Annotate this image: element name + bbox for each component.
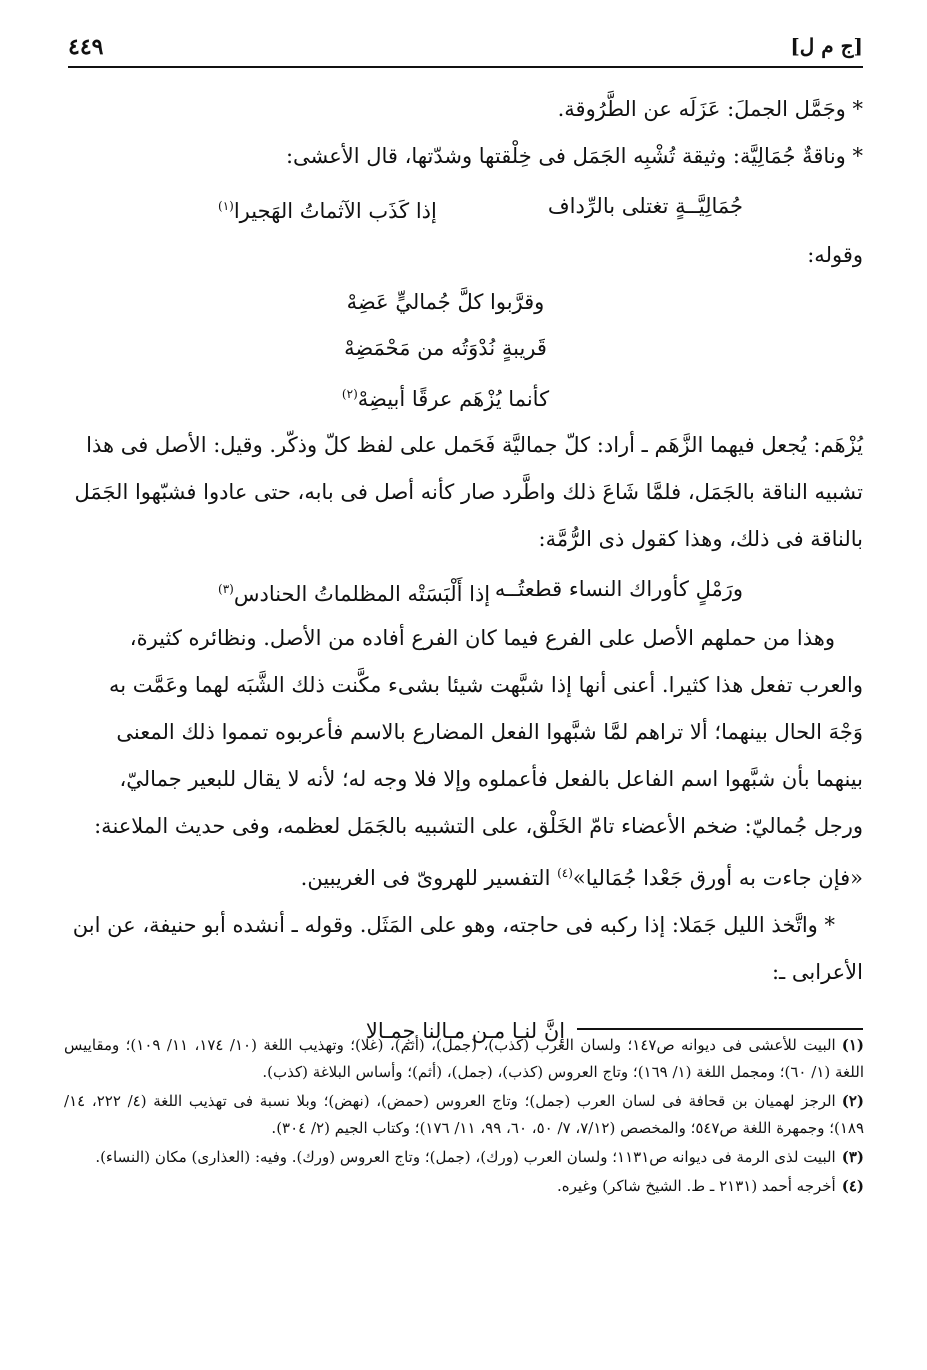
entry-paragraph: * وناقةٌ جُمَالِيَّة: وثيقة تُشْبِه الجَمَل فى خِلْقتها وشدّتها، قال الأعشى: bbox=[285, 144, 863, 168]
footnote bbox=[64, 1144, 864, 1171]
entry-paragraph: * واتَّخذ الليل جَمَلا: إذا ركبه فى حاجته، وهو على المَثَل. وقوله ـ أنشده أبو حنيفة، عن ابن الأعرابى ـ: bbox=[72, 913, 863, 984]
footnote-ref: (٣) bbox=[218, 582, 234, 596]
footnote bbox=[64, 1032, 864, 1086]
page-header bbox=[68, 30, 863, 68]
page-number: ٤٤٩ bbox=[68, 34, 104, 60]
footnote-text: البيت للأعشى فى ديوانه ص١٤٧؛ ولسان العرب (كذب)، (جمل)، (أثم)، (غلا)؛ وتهذيب اللغة (١٠/ ١٧٤، ١١/ ١٠٩)؛ ومقاييس اللغة (١/ ٦٠)؛ ومجمل اللغة (١/ ١٦٩)؛ وتاج العروس (كذب)، (جمل)، (أثم)؛ وأساس البلاغة (كذب). bbox=[64, 1036, 864, 1081]
root-letters: [ج م ل] bbox=[790, 34, 863, 58]
rajaz-line: وقرَّبوا كلَّ جُماليٍّ عَضِهْ bbox=[346, 290, 545, 314]
footnote bbox=[64, 1173, 864, 1200]
footnote bbox=[64, 1088, 864, 1142]
verse-second-hemistich-text: إذا كَذَب الآثماتُ الهَجيرا bbox=[233, 199, 437, 223]
footnote-number: (٣) bbox=[841, 1148, 864, 1166]
rajaz-poem bbox=[68, 279, 863, 422]
verse-first-hemistich: جُمَالِيَّــةٍ تغتلى بالرِّداف bbox=[547, 194, 743, 218]
footnote-text: الرجز لهميان بن قحافة فى لسان العرب (جمل)؛ وتاج العروس (حمض)، (نهض)؛ وبلا نسبة فى تهذيب اللغة (٤/ ٢٢٢، ١٤/ ١٨٩)؛ وجمهرة اللغة ص٥٤٧؛ والمخصص (٧/١٢، ٧/ ٥٠، ٦٠، ٩٩، ١١/ ١٧٦)؛ وكتاب الجيم (٢/ ٣٠٤). bbox=[64, 1092, 864, 1137]
entry-paragraph: وقوله: bbox=[807, 243, 863, 267]
footnote-ref: (٢) bbox=[341, 387, 358, 401]
verse-first-hemistich: ورَمْلٍ كأوراك النساء قطعتُــه bbox=[494, 577, 743, 601]
rajaz-line: قَريبةٍ نُدْوَتُه من مَحْمَضِهْ bbox=[344, 336, 547, 360]
footnotes bbox=[64, 1032, 864, 1202]
entry-paragraph bbox=[68, 615, 863, 902]
footnote-number: (٢) bbox=[841, 1092, 865, 1110]
footnote-text: أخرجه أحمد (٢١٣١ ـ ط. الشيخ شاكر) وغيره. bbox=[556, 1177, 836, 1195]
verse-second-hemistich bbox=[218, 180, 437, 232]
footnote-number: (٤) bbox=[841, 1177, 864, 1195]
rajaz-line-text: كأنما يُزْهَم عرقًا أبيضِهْ bbox=[357, 387, 550, 411]
footnote-number: (١) bbox=[841, 1036, 865, 1054]
paragraph-text: وهذا من حملهم الأصل على الفرع فيما كان الفرع أفاده من الأصل. ونظائره كثيرة، والعرب تفعل هذا كثيرا. أعنى أنها إذا شبَّهت شيئا بشىء مكَّنت ذلك الشَّبَه لهما وعَمَّت به وَجْهَ الحال بينهما؛ ألا تراهم لمَّا شبَّهوا الفعل المضارع بالاسم فأعربوه تمموا ذلك المعنى بينهما بأن شبَّهوا اسم الفاعل بالفعل فأعملوه وإلا فلا وجه له؛ لأنه لا يقال للبعير جماليّ، ورجل جُماليّ: ضخم الأعضاء تامّ الخَلْق، على التشبيه بالجَمَل لعظمه، وفى حديث الملاعنة: «فإن جاءت به أورق جَعْدا جُمَاليا» bbox=[94, 626, 863, 890]
footnote-separator bbox=[577, 1028, 863, 1030]
main-text bbox=[68, 86, 863, 1060]
poem-verse bbox=[68, 180, 863, 232]
footnote-ref: (٤) bbox=[557, 866, 573, 880]
entry-paragraph: يُزْهَم: يُجعل فيهما الزَّهَم ـ أراد: كلّ جماليَّة فَحَمل على لفظ كلّ وذكّر. وقيل: الأصل فى هذا تشبيه الناقة بالجَمَل، فلمَّا شَاعَ ذلك واطَّرد صار كأنه أصل فى بابه، حتى عادوا فشبّهوا الجَمَل بالناقة فى ذلك، وهذا كقول ذى الرُّمَّة: bbox=[74, 433, 863, 551]
rajaz-line bbox=[68, 371, 863, 422]
poem-verse bbox=[68, 563, 863, 615]
paragraph-text: التفسير للهروىّ فى الغريبين. bbox=[300, 866, 558, 890]
footnote-text: البيت لذى الرمة فى ديوانه ص١١٣١؛ ولسان العرب (ورك)، (جمل)؛ وتاج العروس (ورك). وفيه: (العذارى) مكان (النساء). bbox=[95, 1148, 836, 1166]
verse-second-hemistich bbox=[218, 563, 490, 615]
entry-paragraph: * وجَمَّل الجملَ: عَزَلَه عن الطَّرُوقة. bbox=[557, 97, 863, 121]
footnote-ref: (١) bbox=[218, 199, 234, 213]
poem-line: إنَّ لنـا مـن مـالنا جِمـالا bbox=[365, 1019, 566, 1043]
verse-second-hemistich-text: إذا أَلْبَسَتْه المظلماتُ الحنادس bbox=[233, 582, 491, 606]
